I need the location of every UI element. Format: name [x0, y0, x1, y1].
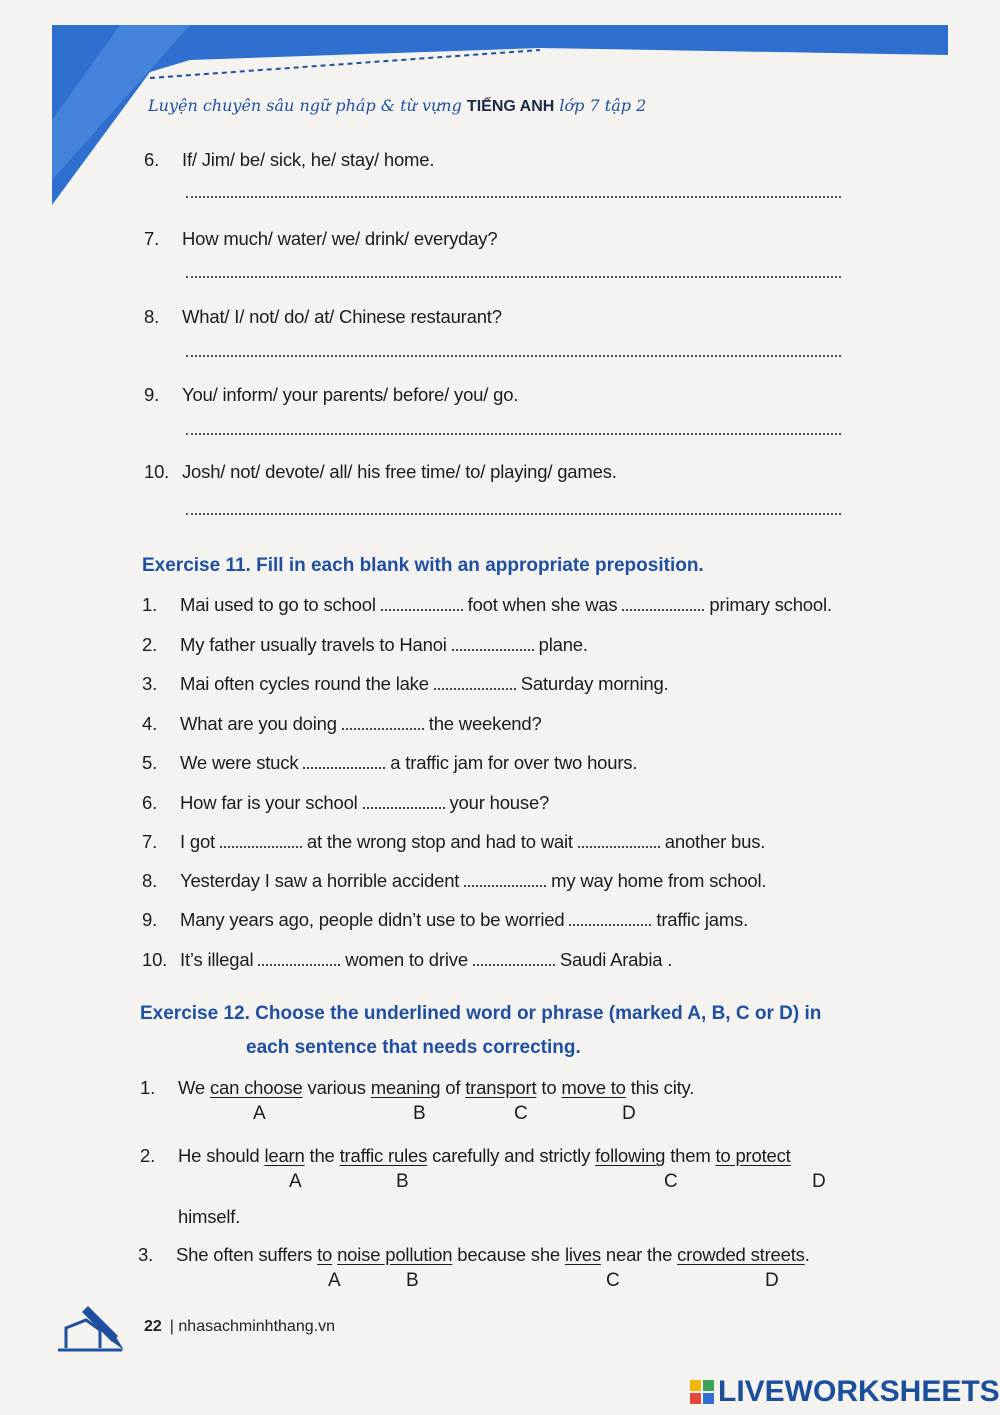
option-c[interactable]: C	[606, 1270, 620, 1291]
answer-line[interactable]	[186, 276, 841, 278]
option-b[interactable]: B	[406, 1270, 419, 1291]
ex10-item-6: 6. If/ Jim/ be/ sick, he/ stay/ home.	[144, 149, 435, 170]
ex11-item-5: 5. We were stuck a traffic jam for over two hours.	[142, 752, 638, 773]
exercise-11-title: Exercise 11. Fill in each blank with an appropriate preposition.	[142, 555, 704, 576]
blank-input[interactable]	[473, 950, 555, 966]
ex10-item-9: 9. You/ inform/ your parents/ before/ you/ go.	[144, 384, 519, 405]
ex11-item-6: 6. How far is your school your house?	[142, 792, 550, 813]
blank-input[interactable]	[381, 595, 463, 611]
answer-line[interactable]	[186, 433, 841, 435]
liveworksheets-watermark: LIVEWORKSHEETS	[690, 1375, 1000, 1409]
writing-hand-icon	[52, 1300, 132, 1356]
ex11-item-2: 2. My father usually travels to Hanoi plane.	[142, 634, 588, 655]
blank-input[interactable]	[342, 714, 424, 730]
blank-input[interactable]	[363, 793, 445, 809]
blank-input[interactable]	[220, 832, 302, 848]
blank-input[interactable]	[464, 871, 546, 887]
liveworksheets-logo-icon	[690, 1380, 714, 1404]
ex11-item-8: 8. Yesterday I saw a horrible accident my way home from school.	[142, 870, 767, 891]
ex12-item-1: 1. We can choose various meaning of transport to move to this city.	[140, 1077, 695, 1098]
blank-input[interactable]	[569, 910, 651, 926]
ex11-item-1: 1. Mai used to go to school foot when she was primary school.	[142, 594, 832, 615]
ex11-item-9: 9. Many years ago, people didn’t use to be worried traffic jams.	[142, 909, 749, 930]
option-a[interactable]: A	[289, 1171, 302, 1192]
ex10-item-10: 10. Josh/ not/ devote/ all/ his free time/ to/ playing/ games.	[144, 461, 617, 482]
ex11-item-3: 3. Mai often cycles round the lake Saturday morning.	[142, 673, 669, 694]
option-a[interactable]: A	[328, 1270, 341, 1291]
ex10-item-7: 7. How much/ water/ we/ drink/ everyday?	[144, 228, 498, 249]
blank-input[interactable]	[452, 635, 534, 651]
blank-input[interactable]	[303, 753, 385, 769]
ex12-item-3: 3. She often suffers to noise pollution because she lives near the crowded streets.	[138, 1244, 810, 1265]
exercise-12-title-line2: each sentence that needs correcting.	[246, 1037, 581, 1058]
option-d[interactable]: D	[765, 1270, 779, 1291]
option-a[interactable]: A	[253, 1103, 266, 1124]
answer-line[interactable]	[186, 196, 841, 198]
ex11-item-4: 4. What are you doing the weekend?	[142, 713, 542, 734]
blank-input[interactable]	[434, 674, 516, 690]
blank-input[interactable]	[578, 832, 660, 848]
ex11-item-7: 7. I got at the wrong stop and had to wait another bus.	[142, 831, 766, 852]
book-title: Luyện chuyên sâu ngữ pháp & từ vựng TIẾNG ANH lớp 7 tập 2	[148, 96, 647, 115]
option-b[interactable]: B	[396, 1171, 409, 1192]
ex11-item-10: 10. It’s illegal women to drive Saudi Arabia .	[142, 949, 673, 970]
ex12-item-2-continuation: himself.	[178, 1206, 241, 1227]
exercise-12-title-line1: Exercise 12. Choose the underlined word or phrase (marked A, B, C or D) in	[140, 1003, 822, 1024]
blank-input[interactable]	[622, 595, 704, 611]
option-d[interactable]: D	[812, 1171, 826, 1192]
blank-input[interactable]	[258, 950, 340, 966]
answer-line[interactable]	[186, 355, 841, 357]
answer-line[interactable]	[186, 513, 841, 515]
ex12-item-2: 2. He should learn the traffic rules carefully and strictly following them to protect	[140, 1145, 791, 1166]
ex10-item-8: 8. What/ I/ not/ do/ at/ Chinese restaurant?	[144, 306, 502, 327]
option-b[interactable]: B	[413, 1103, 426, 1124]
option-c[interactable]: C	[664, 1171, 678, 1192]
option-d[interactable]: D	[622, 1103, 636, 1124]
option-c[interactable]: C	[514, 1103, 528, 1124]
page-footer: 22 | nhasachminhthang.vn	[144, 1318, 335, 1335]
